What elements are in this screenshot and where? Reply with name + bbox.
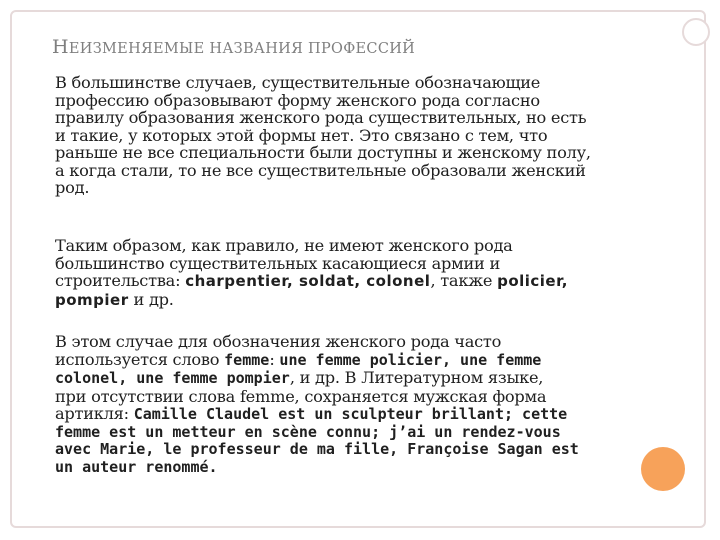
p3-line: В этом случае для обозначения женского рода часто xyxy=(55,332,502,351)
p3-bold-examples: colonel, une femme pompier xyxy=(55,369,290,387)
p1-line: а когда стали, то не все существительные образовали женский xyxy=(55,160,586,180)
p1-line: правилу образования женского рода существительных, но есть xyxy=(55,108,587,127)
p3-bold-line: avec Marie, le professeur de ma fille, Françoise Sagan est xyxy=(55,440,579,458)
p3-bold-word: femme xyxy=(224,350,270,369)
p2-text: строительства: xyxy=(55,271,186,290)
p3-line xyxy=(55,405,665,424)
decorative-circle-top xyxy=(682,18,710,46)
p3-text: , и др. В Литературном языке, xyxy=(289,368,544,387)
p3-line: при отсутствии слова femme, сохраняется мужская форма xyxy=(55,386,547,406)
slide-title xyxy=(52,36,415,58)
paragraph-3 xyxy=(55,333,665,476)
p2-bold-examples: charpentier, soldat, colonel xyxy=(185,272,431,290)
p3-bold-line: femme est un metteur en scène connu; j’ai un rendez-vous xyxy=(55,422,561,441)
p3-bold-examples: une femme policier, une femme xyxy=(279,350,542,369)
p2-line xyxy=(55,291,665,310)
p1-line: профессию образовывают форму женского рода согласно xyxy=(55,90,540,110)
p2-bold-examples: pompier xyxy=(55,290,129,309)
p2-line: Таким образом, как правило, не имеют женского рода xyxy=(55,236,513,255)
paragraph-2 xyxy=(55,237,665,309)
p3-line xyxy=(55,369,665,388)
p2-line xyxy=(55,272,665,291)
p3-text: артикля: xyxy=(55,404,134,423)
p2-line: большинство существительных касающиеся армии и xyxy=(55,253,500,273)
p2-text: , также xyxy=(430,271,498,290)
p3-line xyxy=(55,351,665,370)
paragraph-1 xyxy=(55,74,665,197)
p3-bold-examples: Camille Claudel est un sculpteur brillant; cette xyxy=(133,405,568,423)
p3-text: : xyxy=(269,349,280,369)
p2-text: и др. xyxy=(128,289,174,309)
title-first-letter: Н xyxy=(52,36,69,58)
p1-line: раньше не все специальности были доступны и женскому полу, xyxy=(55,143,591,162)
p2-bold-examples: policier, xyxy=(497,272,569,290)
p1-line: род. xyxy=(55,178,90,197)
p3-bold-line: un auteur renommé. xyxy=(55,457,218,476)
p1-line: В большинстве случаев, существительные обозначающие xyxy=(55,73,541,92)
p1-line: и такие, у которых этой формы нет. Это связано с тем, что xyxy=(55,125,548,145)
p3-text: используется слово xyxy=(55,349,225,369)
title-rest: ЕИЗМЕНЯЕМЫЕ НАЗВАНИЯ ПРОФЕССИЙ xyxy=(68,41,416,57)
